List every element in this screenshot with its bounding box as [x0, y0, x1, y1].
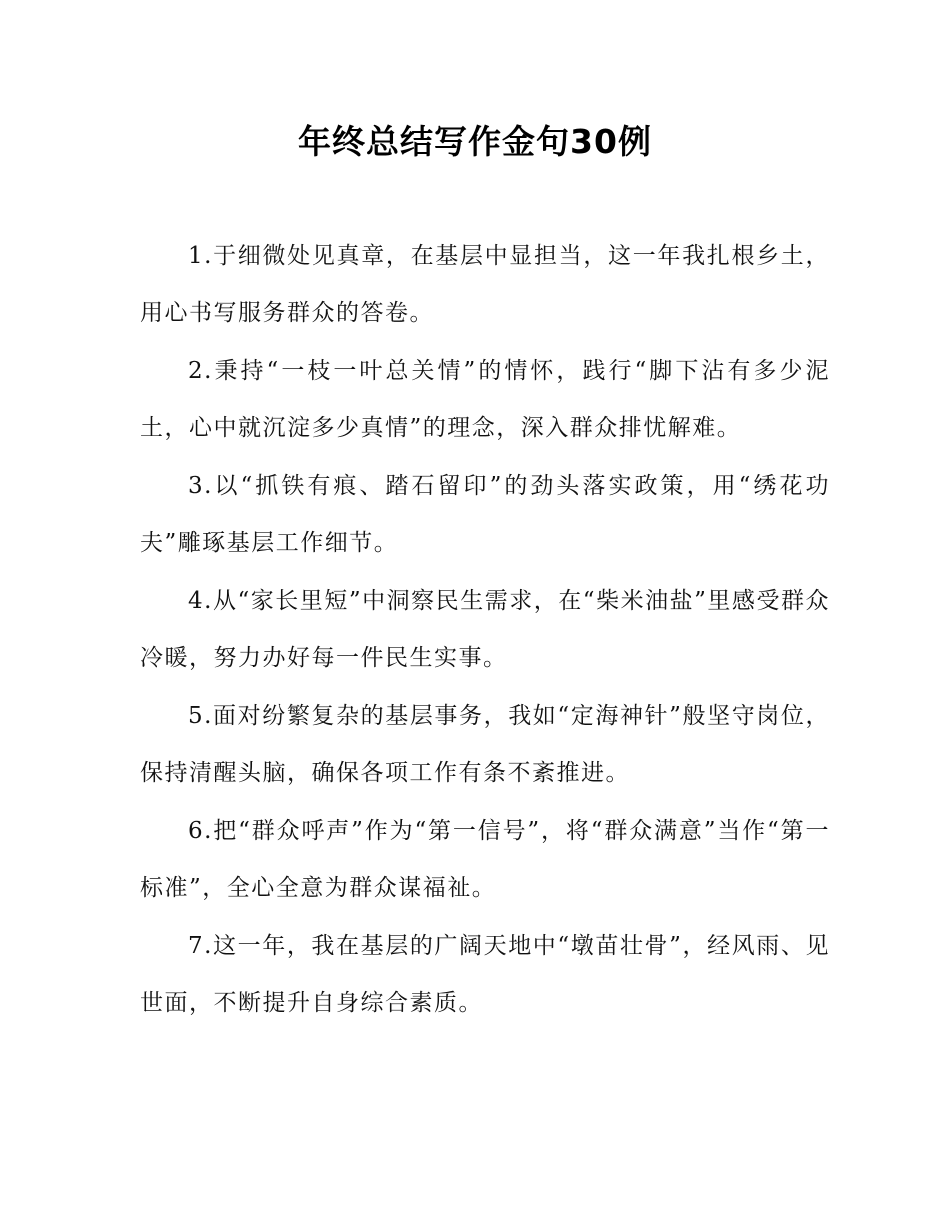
paragraph-2: 2.秉持“一枝一叶总关情”的情怀，践行“脚下沾有多少泥土，心中就沉淀多少真情”的理念，深入群众排忧解难。	[140, 358, 830, 441]
paragraph-3: 3.以“抓铁有痕、踏石留印”的劲头落实政策，用“绣花功夫”雕琢基层工作细节。	[140, 473, 830, 556]
document-title: 年终总结写作金句30例	[298, 122, 652, 161]
paragraph-5: 5.面对纷繁复杂的基层事务，我如“定海神针”般坚守岗位，保持清醒头脑，确保各项工作有条不紊推进。	[140, 703, 830, 786]
document-body	[140, 228, 830, 1033]
paragraph-7: 7.这一年，我在基层的广阔天地中“墩苗壮骨”，经风雨、见世面，不断提升自身综合素质。	[140, 933, 830, 1016]
paragraph-1: 1.于细微处见真章，在基层中显担当，这一年我扎根乡土，用心书写服务群众的答卷。	[140, 243, 830, 326]
paragraph-4: 4.从“家长里短”中洞察民生需求，在“柴米油盐”里感受群众冷暖，努力办好每一件民生实事。	[140, 588, 830, 671]
paragraph-6: 6.把“群众呼声”作为“第一信号”，将“群众满意”当作“第一标准”，全心全意为群众谋福祉。	[140, 818, 830, 901]
